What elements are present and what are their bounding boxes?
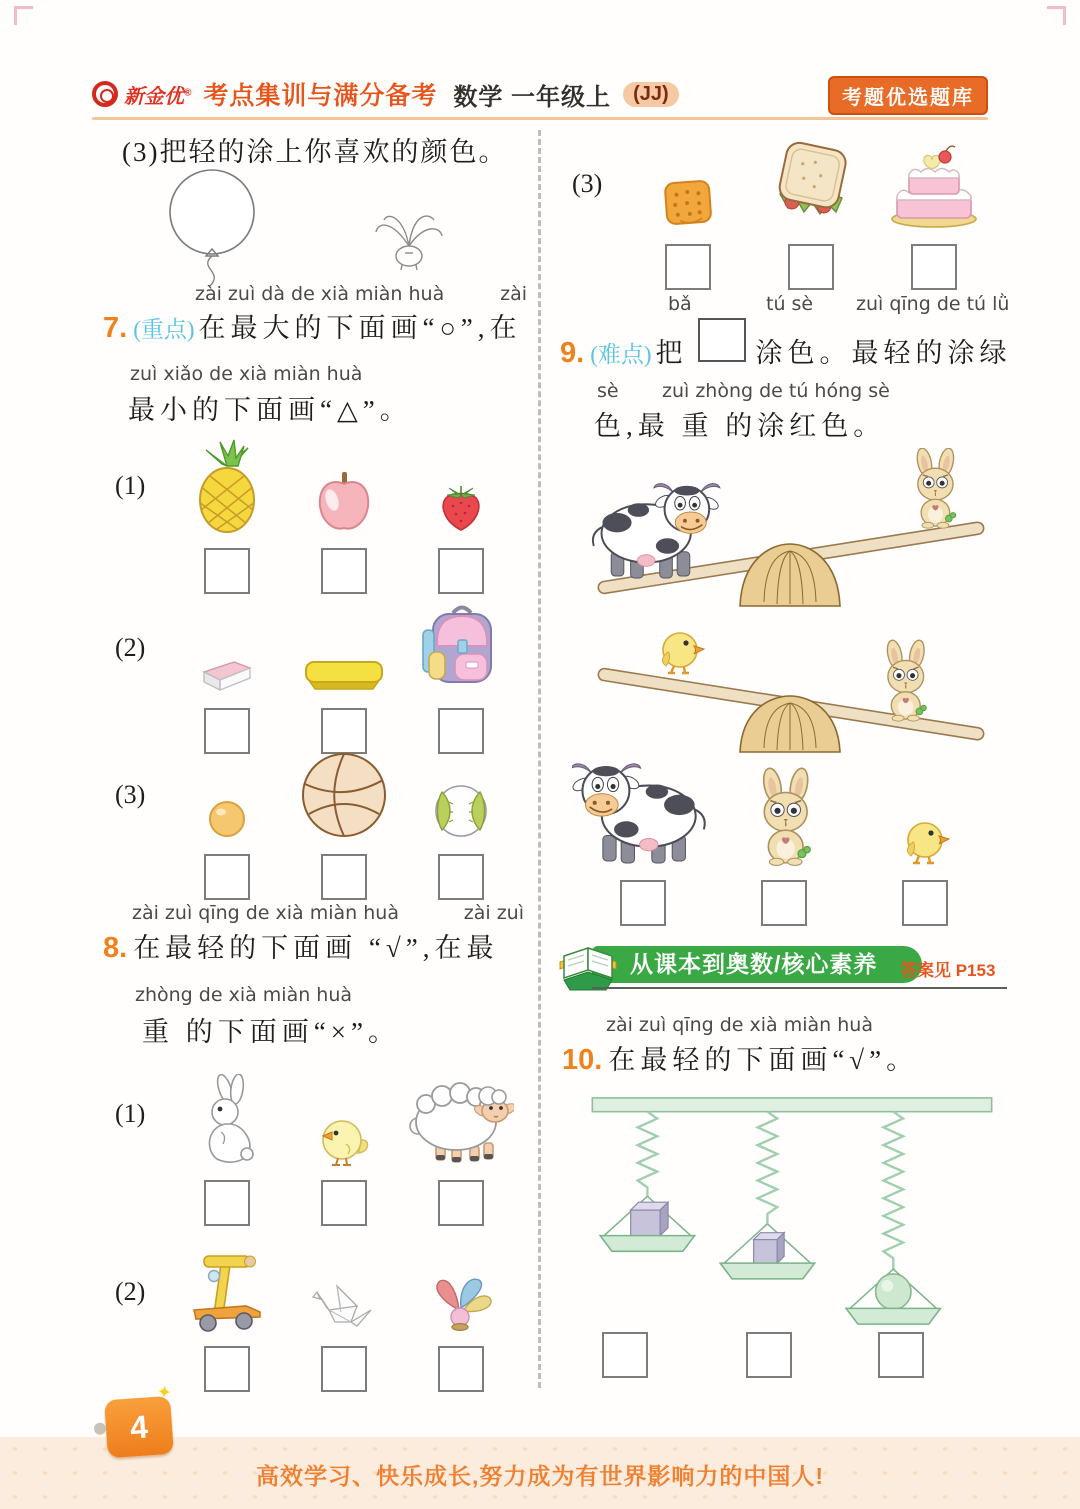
- scooter-icon: [184, 1252, 270, 1332]
- q8-pinyin-row: [132, 902, 524, 924]
- backpack-icon: [421, 602, 501, 694]
- seesaw-duck-rabbit-icon: [578, 612, 1002, 754]
- answer-box[interactable]: [204, 708, 250, 754]
- q9-number: 9.: [560, 337, 585, 369]
- pencil-case-icon: [300, 654, 388, 694]
- q7-pinyin-row: [195, 283, 527, 305]
- volleyball-icon: [299, 750, 389, 840]
- row-label: (1): [115, 1099, 146, 1128]
- q9-tag: (难点): [590, 342, 652, 367]
- answer-box[interactable]: [438, 854, 484, 900]
- q8-number: 8.: [103, 932, 128, 964]
- pinyin: zuì xiǎo de xià miàn huà: [130, 363, 363, 385]
- q7-number: 7.: [103, 312, 128, 344]
- pinyin: sè: [597, 380, 619, 402]
- row-label: (2): [115, 1277, 146, 1306]
- pinyin: zài zuì: [463, 902, 524, 924]
- duckling-icon: [901, 808, 951, 866]
- book-title: 考点集训与满分备考: [203, 82, 438, 110]
- shuttlecock-icon: [429, 1276, 493, 1332]
- q9-text-a: 把: [655, 338, 688, 368]
- rabbit-outline-icon: [195, 1074, 259, 1166]
- q10-text-line1: 在最轻的下面画“√”。: [608, 1045, 919, 1075]
- strawberry-icon: [435, 478, 487, 534]
- answer-box[interactable]: [321, 548, 367, 594]
- crop-mark: [14, 6, 33, 25]
- q9-text-b: 涂色。最轻的涂绿: [755, 338, 1012, 368]
- cake-icon: [885, 142, 983, 230]
- q8-text-line1: 在最轻的下面画 “√”,在最: [133, 933, 499, 963]
- answer-box[interactable]: [321, 1180, 367, 1226]
- cracker-icon: [659, 174, 717, 230]
- q8-heading: [103, 926, 498, 965]
- q7-text-line2: 最小的下面画“△”。: [128, 395, 412, 425]
- header-rule: [92, 117, 988, 120]
- balloon-icon: [160, 166, 264, 288]
- banner-title: 从课本到奥数/核心素养: [592, 946, 922, 983]
- spring-scales-icon: [580, 1092, 1004, 1332]
- q7-tag: (重点): [133, 317, 195, 342]
- baseball-icon: [432, 782, 490, 840]
- pinyin: zài zuì qīng de xià miàn huà: [606, 1014, 873, 1036]
- pinyin: tú sè: [766, 293, 814, 315]
- answer-box[interactable]: [602, 1332, 648, 1378]
- answer-box[interactable]: [321, 854, 367, 900]
- answer-box[interactable]: [438, 548, 484, 594]
- answer-box[interactable]: [204, 548, 250, 594]
- subject-grade: 数学 一年级上: [453, 83, 612, 111]
- q7-row-3: [115, 750, 519, 900]
- answer-box[interactable]: [204, 1346, 250, 1392]
- brand-name: 新金优®: [124, 85, 192, 108]
- pineapple-icon: [190, 438, 264, 534]
- q8-row-2: [115, 1252, 519, 1392]
- pinyin: zuì zhòng de tú hóng sè: [662, 380, 890, 402]
- answer-box[interactable]: [878, 1332, 924, 1378]
- rabbit-icon: [747, 766, 823, 866]
- eraser-icon: [198, 656, 256, 694]
- sandwich-icon: [766, 140, 856, 230]
- q8-text-line2: 重 的下面画“×”。: [142, 1017, 400, 1047]
- pinyin: zài: [500, 283, 527, 305]
- answer-box[interactable]: [788, 244, 834, 290]
- open-book-icon: [558, 942, 618, 992]
- page-header: [92, 72, 792, 116]
- page-number: 4: [128, 1407, 150, 1446]
- star-icon: ✦: [155, 1381, 173, 1403]
- row-label: (3): [572, 169, 603, 198]
- q7-heading: [103, 306, 522, 345]
- crop-mark: [1047, 6, 1066, 25]
- edition-badge: (JJ): [623, 82, 679, 107]
- badge-dot: [94, 1422, 107, 1435]
- q10-heading: [562, 1038, 918, 1077]
- olympiad-banner: [562, 946, 1007, 992]
- answer-box[interactable]: [902, 880, 948, 926]
- question-bank-badge: 考题优选题库: [828, 76, 988, 115]
- sheep-icon: [408, 1070, 514, 1166]
- pinyin: zhòng de xià miàn huà: [135, 984, 353, 1006]
- answer-box[interactable]: [438, 1346, 484, 1392]
- q9-answer-row: [572, 756, 996, 926]
- q7-row-2: [115, 602, 519, 754]
- registered-mark: ®: [184, 86, 192, 98]
- footer-slogan: 高效学习、快乐成长,努力成为有世界影响力的中国人!: [255, 1463, 825, 1489]
- page-number-badge: [104, 1381, 174, 1458]
- q9-text-line2: 色,最 重 的涂红色。: [594, 411, 886, 441]
- answer-box[interactable]: [911, 244, 957, 290]
- publisher-logo-icon: [92, 81, 118, 107]
- paper-crane-icon: [311, 1280, 377, 1332]
- seesaw-cow-rabbit-icon: [578, 448, 1002, 610]
- answer-box[interactable]: [204, 854, 250, 900]
- answer-box[interactable]: [438, 1180, 484, 1226]
- sub-text: 把轻的涂上你喜欢的颜色。: [159, 137, 508, 167]
- q7-text-line1: 在最大的下面画“○”,在: [198, 313, 522, 343]
- q8-row-1: [115, 1062, 519, 1226]
- cow-icon: [572, 758, 714, 866]
- pinyin: zài zuì dà de xià miàn huà: [195, 283, 445, 305]
- radish-doodle-icon: [372, 210, 448, 272]
- answer-box[interactable]: [204, 1180, 250, 1226]
- answer-box[interactable]: [746, 1332, 792, 1378]
- pinyin: zài zuì qīng de xià miàn huà: [132, 902, 399, 924]
- subquestion-3-right: [572, 138, 996, 290]
- apple-icon: [310, 470, 378, 534]
- answer-box[interactable]: [321, 1346, 367, 1392]
- q7-row-1: [115, 438, 519, 594]
- answer-reference: 答案见 P153: [900, 961, 996, 980]
- banner-rule: [592, 987, 1007, 989]
- answer-box[interactable]: [761, 880, 807, 926]
- color-fill-box[interactable]: [698, 318, 746, 362]
- answer-box[interactable]: [321, 708, 367, 754]
- answer-box[interactable]: [438, 708, 484, 754]
- answer-box[interactable]: [620, 880, 666, 926]
- sub-label: (3): [122, 137, 160, 167]
- row-label: (2): [115, 633, 146, 662]
- subquestion-3-left: [122, 130, 507, 169]
- row-label: (3): [115, 780, 146, 809]
- row-label: (1): [115, 471, 146, 500]
- q10-number: 10.: [562, 1044, 603, 1076]
- q9-heading: [560, 318, 1012, 370]
- column-divider: [538, 130, 541, 1388]
- pinyin: bǎ: [668, 293, 692, 315]
- pinyin: zuì qīng de tú lǜ: [856, 293, 1010, 315]
- chick-icon: [316, 1106, 372, 1166]
- small-ball-icon: [206, 798, 248, 840]
- answer-box[interactable]: [665, 244, 711, 290]
